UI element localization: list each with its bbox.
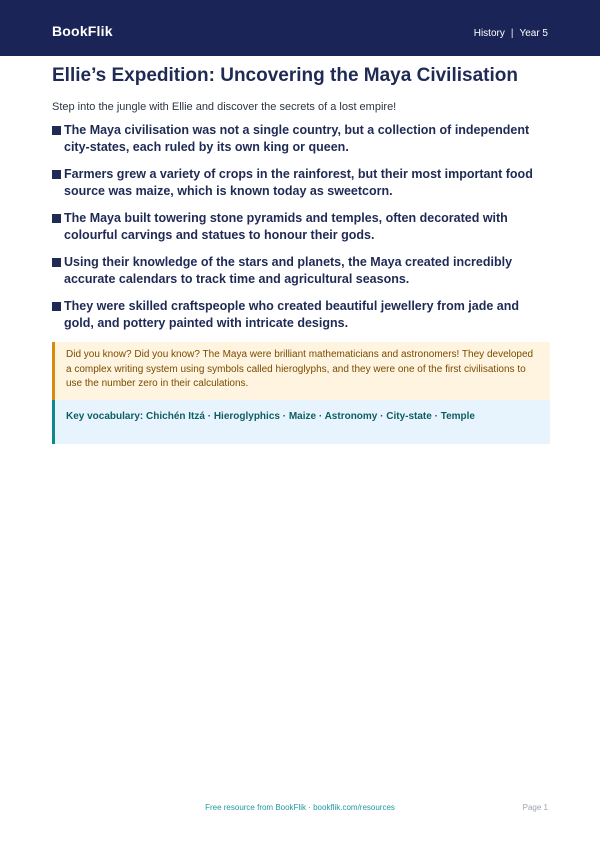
page-title: Ellie’s Expedition: Uncovering the Maya Civilisation (52, 65, 518, 86)
fact-text: The Maya built towering stone pyramids and temples, often decorated with colourful carvings and statues to honour their gods. (64, 211, 508, 242)
brand-logo-text[interactable]: BookFlik (52, 23, 113, 39)
square-bullet-icon (52, 258, 61, 267)
list-item (52, 122, 548, 156)
fact-text: Using their knowledge of the stars and planets, the Maya created incredibly accurate calendars to track time and agricultural seasons. (64, 255, 513, 286)
lead-text: Step into the jungle with Ellie and discover the secrets of a lost empire! (52, 101, 397, 113)
page-footer (0, 801, 600, 817)
square-bullet-icon (52, 302, 61, 311)
fact-text: The Maya civilisation was not a single country, but a collection of independent city-states, each ruled by its own king or queen. (64, 123, 530, 154)
breadcrumb-separator: | (510, 28, 514, 39)
breadcrumb (474, 28, 548, 39)
site-header (0, 0, 600, 56)
key-vocabulary-box (52, 400, 550, 444)
facts-list (52, 122, 548, 332)
fact-text: They were skilled craftspeople who created beautiful jewellery from jade and gold, and pottery painted with intricate designs. (64, 299, 520, 330)
list-item (52, 298, 548, 332)
year-label: Year 5 (519, 28, 548, 39)
callout-text: Did you know? Did you know? The Maya were brilliant mathematicians and astronomers! They developed a complex writing system using symbols called hieroglyphs, and they were one of the first civilisations to use the number zero in their calculations. (66, 349, 534, 389)
main-content (52, 64, 548, 444)
fact-text: Farmers grew a variety of crops in the rainforest, but their most important food source was maize, which is known today as sweetcorn. (64, 167, 533, 198)
did-you-know-callout (52, 342, 550, 400)
vocab-text: Key vocabulary: Chichén Itzá · Hieroglyphics · Maize · Astronomy · City-state · Temple (66, 410, 475, 422)
footer-resource-link[interactable]: Free resource from BookFlik · bookflik.com/resources (205, 803, 395, 812)
square-bullet-icon (52, 126, 61, 135)
list-item (52, 210, 548, 244)
list-item (52, 166, 548, 200)
square-bullet-icon (52, 214, 61, 223)
page-number: Page 1 (522, 803, 548, 812)
subject-label: History (473, 28, 505, 39)
list-item (52, 254, 548, 288)
square-bullet-icon (52, 170, 61, 179)
